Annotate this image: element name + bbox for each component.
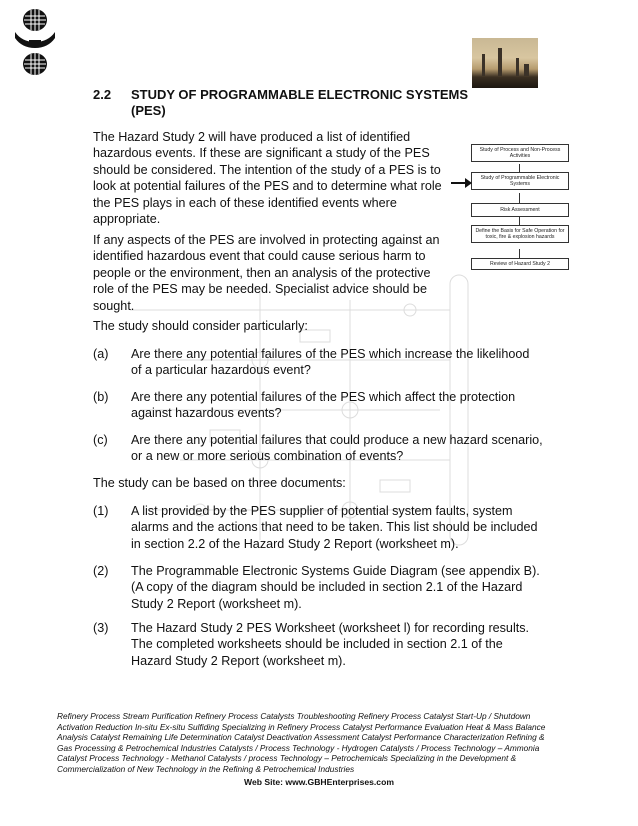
paragraph-documents-intro: The study can be based on three documents: [93, 476, 346, 490]
hazard-study-flowchart [451, 142, 569, 292]
paragraph-protection: If any aspects of the PES are involved in protecting against an identified hazardous event that could cause serious harm to people or the environment, then an analysis of the protective role of the PES may be needed. Specialist advice should be sought. [93, 233, 440, 313]
list-item-text: Are there any potential failures that could produce a new hazard scenario, or a new or more serious combination of events? [131, 433, 543, 464]
flowchart-box: Risk Assessment [471, 203, 569, 217]
list-item-label: (1) [93, 504, 109, 518]
gbh-emblem-icon [12, 6, 58, 78]
list-item-label: (c) [93, 433, 108, 447]
section-number: 2.2 [93, 87, 112, 102]
list-item-text: The Programmable Electronic Systems Guide Diagram (see appendix B). (A copy of the diagram should be included in section 2.1 of the Hazard Study 2 Report (worksheet m). [131, 564, 540, 611]
list-item-text: A list provided by the PES supplier of potential system faults, system alarms and the actions that need to be taken. This list should be included in section 2.2 of the Hazard Study 2 Report (worksheet m). [131, 504, 538, 551]
right-arrow-icon [451, 178, 473, 188]
paragraph-consider: The study should consider particularly: [93, 319, 308, 333]
list-item-label: (b) [93, 390, 109, 404]
flowchart-box: Define the Basis for Safe Operation for toxic, fire & explosion hazards [471, 225, 569, 243]
list-item-text: Are there any potential failures of the PES which affect the protection against hazardous events? [131, 390, 516, 421]
list-item-label: (3) [93, 621, 109, 635]
list-item-text: The Hazard Study 2 PES Worksheet (worksheet l) for recording results. The completed worksheets should be included in section 2.1 of the Hazard Study 2 Report (worksheet m). [131, 621, 530, 668]
flowchart-box: Study of Programmable Electronic Systems [471, 172, 569, 190]
footer-website: Web Site: www.GBHEnterprises.com [244, 777, 394, 787]
section-title: STUDY OF PROGRAMMABLE ELECTRONIC SYSTEMS (PES) [131, 87, 469, 118]
list-item-label: (a) [93, 347, 109, 361]
footer-services-text: Refinery Process Stream Purification Refinery Process Catalysts Troubleshooting Refinery Process Catalyst Start-Up / Shutdown Activation Reduction In-situ Ex-situ Sulfiding Specializing in Refinery Process Catalyst Performance Evaluation Heat & Mass Balance Analysis Catalyst Remaining Life Determination Catalyst Deactivation Assessment Catalyst Performance Characterization Refining & Gas Processing & Petrochemical Industries Catalysts / Process Technology - Hydrogen Catalysts / Process Technology – Ammonia Catalyst Process Technology - Methanol Catalysts / process Technology – Petrochemicals Specializing in the Development & Commercialization of New Technology in the Refining & Petrochemical Industries [57, 711, 546, 774]
flowchart-box: Review of Hazard Study 2 [471, 258, 569, 270]
flowchart-box: Study of Process and Non-Process Activities [471, 144, 569, 162]
paragraph-intro: The Hazard Study 2 will have produced a list of identified hazardous events. If these are significant a study of the PES should be considered. The intention of the study of a PES is to look at potential failures of the PES and to determine what role the PES plays in each of these identified events where appropriate. [93, 130, 442, 227]
list-item-label: (2) [93, 564, 109, 578]
refinery-photo [472, 38, 538, 88]
list-item-text: Are there any potential failures of the PES which increase the likelihood of a particular hazardous event? [131, 347, 530, 378]
